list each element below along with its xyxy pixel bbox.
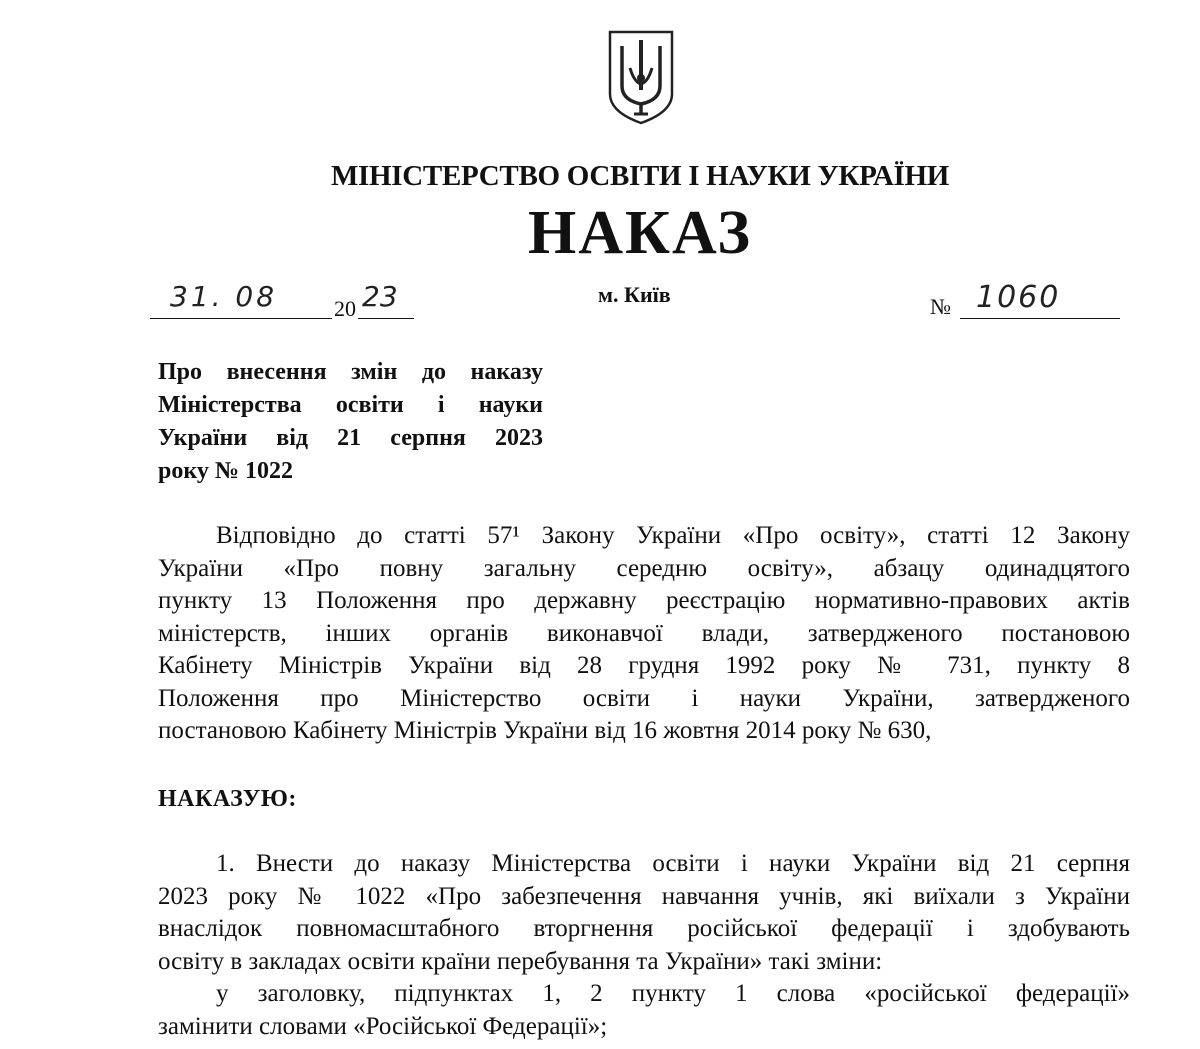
document-date — [150, 280, 420, 324]
handwritten-number: 1060 — [976, 280, 1061, 315]
item-line: у заголовку, підпунктах 1, 2 пункту 1 слова «російської федерації» — [216, 980, 1130, 1007]
preamble-line: Положення про Міністерство освіти і науки України, затвердженого — [158, 684, 1130, 712]
coat-of-arms-emblem — [606, 28, 676, 126]
preamble-line: міністерств, інших органів виконавчої влади, затвердженого постановою — [158, 619, 1130, 647]
number-underline — [960, 318, 1120, 319]
date-underline — [150, 318, 332, 319]
preamble-line: Кабінету Міністрів України від 28 грудня 1992 року № 731, пункту 8 — [158, 652, 1130, 679]
preamble-paragraph — [158, 520, 1130, 748]
order-item-1 — [158, 848, 1130, 1043]
number-sign: № — [930, 294, 951, 319]
subject-line: України від 21 серпня 2023 — [158, 425, 543, 451]
item-line: внаслідок повномасштабного вторгнення російської федерації і здобувають — [158, 915, 1130, 942]
document-type-title: НАКАЗ — [528, 199, 752, 267]
ministry-name: МІНІСТЕРСТВО ОСВІТИ І НАУКИ УКРАЇНИ — [330, 160, 950, 192]
order-subject — [158, 356, 543, 488]
preamble-line: України «Про повну загальну середню освіту», абзацу одинадцятого — [158, 554, 1130, 582]
subject-line: року № 1022 — [158, 458, 293, 484]
subject-line: Міністерства освіти і науки — [158, 392, 543, 418]
item-line: освіту в закладах освіти країни перебування та України» такі зміни: — [158, 947, 883, 975]
subject-line: Про внесення змін до наказу — [158, 359, 543, 385]
preamble-line: постановою Кабінету Міністрів України від 16 жовтня 2014 року № 630, — [158, 717, 932, 744]
handwritten-date: 31. 08 — [170, 280, 278, 313]
year-underline — [358, 318, 414, 319]
item-line: 2023 року № 1022 «Про забезпечення навчання учнів, які виїхали з України — [158, 882, 1130, 910]
preamble-line: Відповідно до статті 57¹ Закону України «Про освіту», статті 12 Закону — [216, 522, 1130, 549]
item-line: замінити словами «Російської Федерації»; — [158, 1012, 608, 1040]
year-prefix: 20 — [334, 296, 356, 321]
item-line: 1. Внести до наказу Міністерства освіти і науки України від 21 серпня — [216, 850, 1130, 877]
order-word-heading: НАКАЗУЮ: — [158, 786, 297, 812]
preamble-line: пункту 13 Положення про державну реєстрацію нормативно-правових актів — [158, 587, 1130, 614]
handwritten-year: 23 — [362, 280, 398, 313]
city-name: м. Київ — [598, 282, 671, 307]
document-number — [930, 280, 1130, 324]
